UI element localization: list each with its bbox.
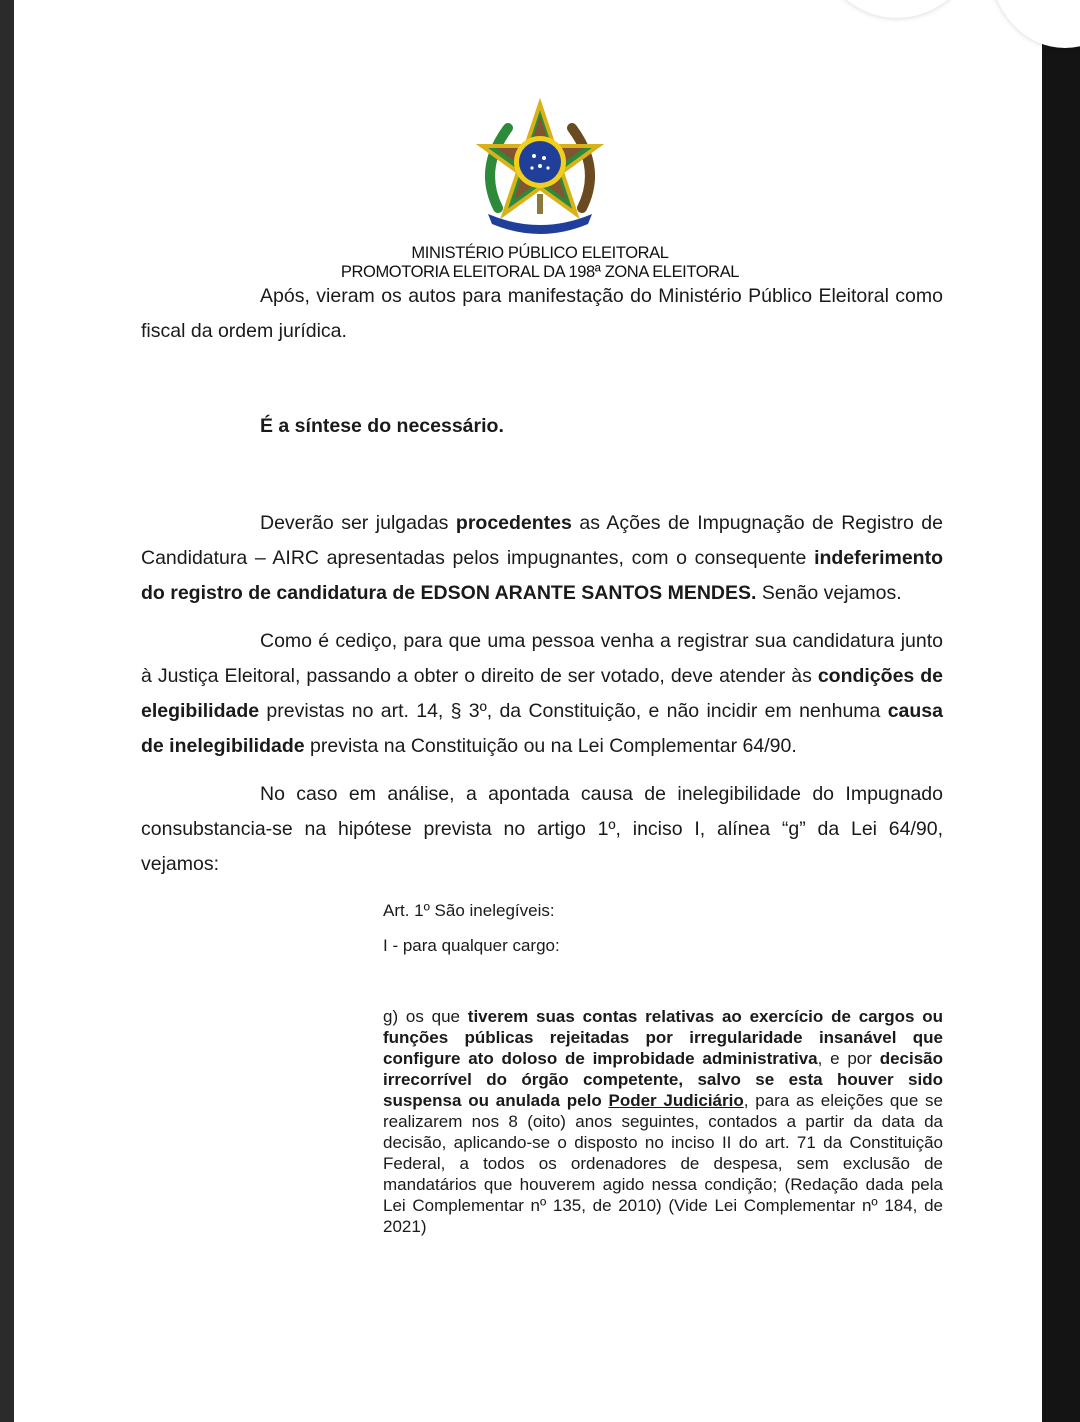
quote-article: Art. 1º São inelegíveis: [383,901,555,920]
viewer-left-edge [0,0,14,1422]
poder-judiciario-link[interactable]: Poder Judiciário [608,1091,744,1110]
paragraph-5 [141,777,943,882]
brazil-coat-of-arms-icon [468,98,612,242]
paragraph-2 [141,409,943,444]
header-ministry: MINISTÉRIO PÚBLICO ELEITORAL [411,244,669,262]
paragraph-5-text: No caso em análise, a apontada causa de inelegibilidade do Impugnado consubstancia-se na hipótese prevista no artigo 1º, inciso I, alínea “g” da Lei 64/90, vejamos: [141,783,943,875]
paragraph-1 [141,279,943,349]
paragraph-4: Como é cediço, para que uma pessoa venha a registrar sua candidatura junto à Justiça Eleitoral, passando a obter o direito de ser votado, deve atender às condições de elegibilidade previstas no art. 14, § 3º, da Constituição, e não incidir em nenhuma causa de inelegibilidade prevista na Constituição ou na Lei Complementar 64/90. [141,630,943,757]
viewer-scrollbar-track[interactable] [1042,0,1080,1422]
synthesis-statement: É a síntese do necessário. [260,415,504,437]
header-promotoria: PROMOTORIA ELEITORAL DA 198ª ZONA ELEITORAL [340,263,740,281]
quote-alinea-g: g) os que tiverem suas contas relativas ao exercício de cargos ou funções públicas rejeitadas por irregularidade insanável que configure ato doloso de improbidade administrativa, e por decisão irrecorrível do órgão competente, salvo se esta houver sido suspensa ou anulada pelo Poder Judiciário, para as eleições que se realizarem nos 8 (oito) anos seguintes, contados a partir da data da decisão, aplicando-se o disposto no inciso II do art. 71 da Constituição Federal, a todos os ordenadores de despesa, sem exclusão de mandatários que houverem agido nessa condição; (Redação dada pela Lei Complementar nº 135, de 2010) (Vide Lei Complementar nº 184, de 2021) [383,1007,944,1236]
paragraph-1-text: Após, vieram os autos para manifestação do Ministério Público Eleitoral como fiscal da ordem jurídica. [141,285,943,342]
quote-inciso: I - para qualquer cargo: [383,936,560,955]
paragraph-3: Deverão ser julgadas procedentes as Ações de Impugnação de Registro de Candidatura – AIRC apresentadas pelos impugnantes, com o consequente indeferimento do registro de candidatura de EDSON ARANTE SANTOS MENDES. Senão vejamos. [141,512,943,604]
